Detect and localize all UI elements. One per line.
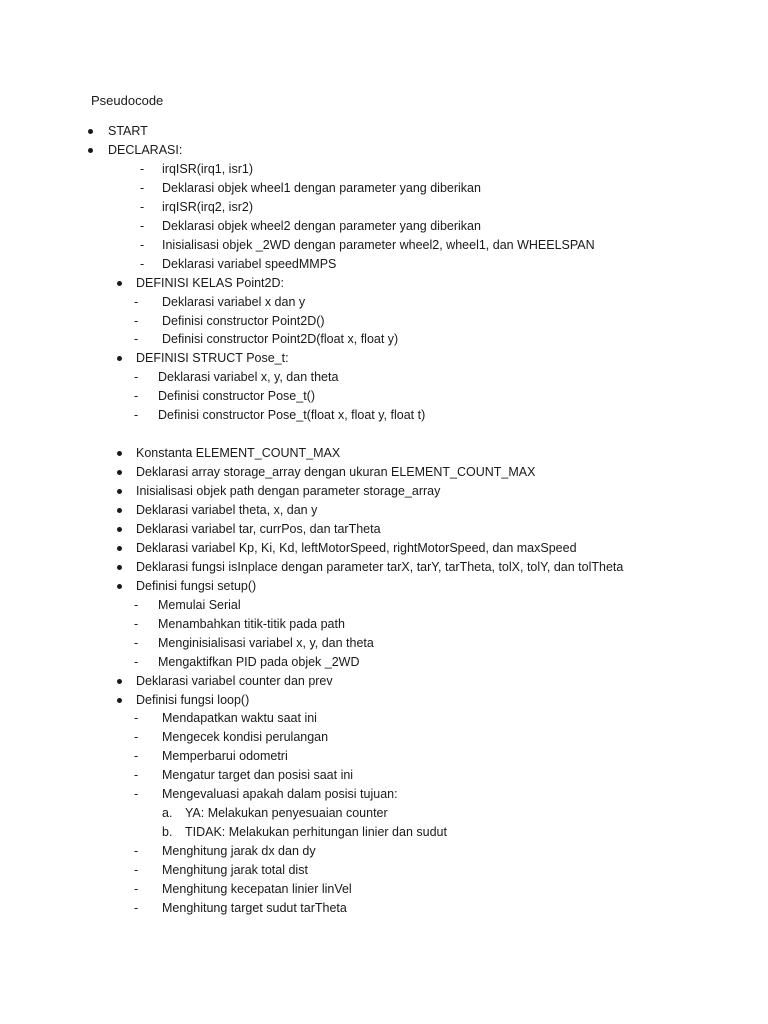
list-item-text: START [108, 124, 148, 138]
list-item-text: Deklarasi objek wheel1 dengan parameter yang diberikan [162, 180, 481, 195]
list-item-text: Deklarasi variabel Kp, Ki, Kd, leftMotorSpeed, rightMotorSpeed, dan maxSpeed [136, 540, 577, 555]
alpha-marker: b. [162, 825, 173, 840]
list-item-text: Mengaktifkan PID pada objek _2WD [158, 654, 360, 669]
list-item-text: Deklarasi variabel tar, currPos, dan tarTheta [136, 521, 381, 536]
list-item-text: Mengecek kondisi perulangan [162, 730, 329, 745]
list-item-text: Deklarasi variabel counter dan prev [136, 673, 333, 688]
list-item-text: Menghitung jarak total dist [162, 863, 308, 878]
list-item-text: Menghitung target sudut tarTheta [162, 900, 347, 915]
page-title: Pseudocode [91, 93, 164, 108]
list-item-text: DEFINISI STRUCT Pose_t: [136, 351, 289, 366]
list-item-text: Mengevaluasi apakah dalam posisi tujuan: [162, 787, 398, 802]
list-item-text: Menambahkan titik-titik pada path [158, 616, 345, 631]
list-item-text: TIDAK: Melakukan perhitungan linier dan sudut [185, 825, 447, 840]
list-item-text: Definisi constructor Pose_t(float x, float y, float t) [158, 408, 426, 423]
list-item-text: irqISR(irq2, isr2) [162, 199, 253, 214]
list-item-text: Deklarasi objek wheel2 dengan parameter yang diberikan [162, 218, 481, 233]
list-item-text: Memperbarui odometri [162, 749, 288, 764]
list-item-text: Definisi fungsi setup() [136, 578, 257, 593]
list-item-text: Inisialisasi objek _2WD dengan parameter wheel2, wheel1, dan WHEELSPAN [162, 237, 595, 252]
list-item-text: Deklarasi fungsi isInplace dengan parameter tarX, tarY, tarTheta, tolX, tolY, dan tolTheta [136, 559, 624, 574]
list-item-text: Konstanta ELEMENT_COUNT_MAX [136, 446, 341, 461]
list-item-text: Menghitung kecepatan linier linVel [162, 882, 352, 896]
list-item-text: Deklarasi variabel theta, x, dan y [136, 503, 318, 517]
list-item-text: Definisi fungsi loop() [136, 692, 250, 707]
list-item-text: Definisi constructor Point2D(float x, float y) [162, 332, 399, 347]
alpha-marker: a. [162, 806, 173, 821]
list-item-text: Mengatur target dan posisi saat ini [162, 768, 354, 783]
list-item-text: YA: Melakukan penyesuaian counter [185, 806, 388, 821]
list-item-text: DECLARASI: [108, 142, 183, 157]
list-item-text: Definisi constructor Pose_t() [158, 389, 316, 404]
list-item-text: irqISR(irq1, isr1) [162, 161, 253, 176]
list-item-text: Menginisialisasi variabel x, y, dan theta [158, 635, 374, 650]
list-item-text: Menghitung jarak dx dan dy [162, 844, 316, 859]
list-item-text: Inisialisasi objek path dengan parameter storage_array [136, 484, 441, 499]
list-item-text: Definisi constructor Point2D() [162, 313, 325, 328]
list-item-text: Deklarasi variabel speedMMPS [162, 256, 337, 271]
list-item-text: Deklarasi variabel x, y, dan theta [158, 370, 339, 385]
list-item-text: Deklarasi array storage_array dengan ukuran ELEMENT_COUNT_MAX [136, 465, 536, 480]
list-item-text: DEFINISI KELAS Point2D: [136, 275, 284, 290]
list-item-text: Deklarasi variabel x dan y [162, 294, 306, 309]
list-item-text: Mendapatkan waktu saat ini [162, 711, 317, 726]
list-item-text: Memulai Serial [158, 597, 241, 612]
